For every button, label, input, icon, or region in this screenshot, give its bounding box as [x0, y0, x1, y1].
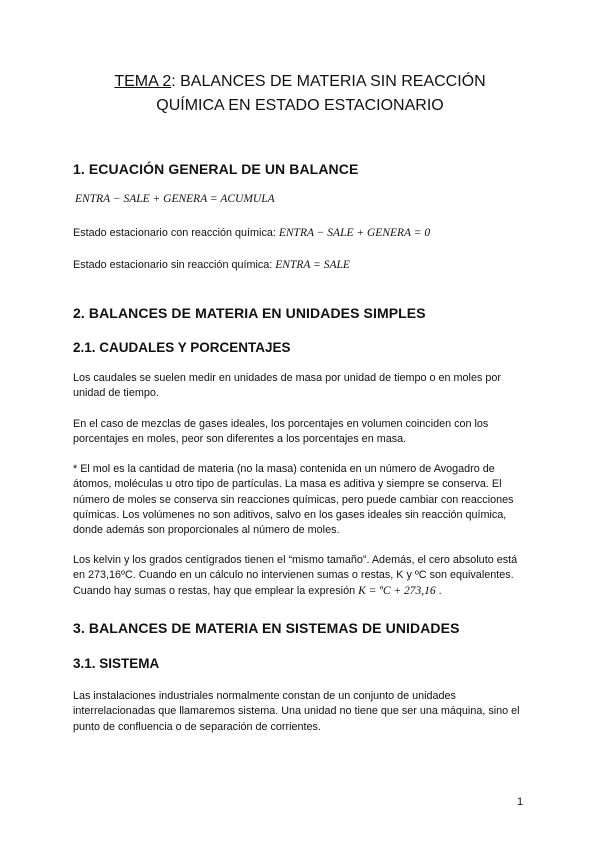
paragraph-system: Las instalaciones industriales normalmente constan de un conjunto de unidades interrelacionadas que llamaremos sistema. Una unidad no tiene que ser una máquina, sino el punto de confluencia o de separación de corrientes. [73, 690, 520, 733]
title-text-rest: : BALANCES DE MATERIA SIN REACCIÓN [171, 73, 486, 90]
without-reaction-equation: ENTRA = SALE [275, 259, 350, 271]
paragraph-mol-note: * El mol es la cantidad de materia (no la masa) contenida en un número de Avogadro de átomos, moléculas u otro tipo de partículas. La masa es aditiva y siempre se conserva. El número de moles se conserva sin reacciones químicas, pero puede cambiar con reacciones químicas. Los volúmenes no son aditivos, salvo en los gases ideales sin reacción química, donde además son proporcionales al número de moles. [73, 463, 514, 537]
temperature-text: Los kelvin y los grados centígrados tienen el “mismo tamaño”. Además, el cero absoluto está en 273,16ºC. Cuando en un cálculo no intervienen sumas o restas, K y ºC son equivalentes. Cuando hay sumas o restas, hay que emplear la expresión [73, 554, 518, 597]
section-2-1-heading: 2.1. CAUDALES Y PORCENTAJES [73, 340, 291, 355]
section-3-1-heading: 3.1. SISTEMA [73, 656, 160, 671]
page-number: 1 [517, 796, 524, 808]
document-title-line-1 [0, 70, 600, 94]
general-balance-equation: ENTRA − SALE + GENERA = ACUMULA [75, 193, 275, 205]
topic-label: TEMA 2 [114, 73, 172, 90]
section-2-heading: 2. BALANCES DE MATERIA EN UNIDADES SIMPLES [73, 305, 426, 321]
with-reaction-label: Estado estacionario con reacción química: [73, 227, 276, 239]
temperature-equation: K = ºC + 273,16 [358, 584, 436, 597]
section-3-heading: 3. BALANCES DE MATERIA EN SISTEMAS DE UNIDADES [73, 620, 460, 636]
with-reaction-equation: ENTRA − SALE + GENERA = 0 [278, 227, 431, 239]
steady-state-with-reaction [73, 226, 553, 241]
section-1-heading: 1. ECUACIÓN GENERAL DE UN BALANCE [73, 161, 359, 177]
document-title-line-2: QUÍMICA EN ESTADO ESTACIONARIO [156, 97, 444, 114]
temperature-end: . [438, 584, 442, 597]
paragraph-flow-rates: Los caudales se suelen medir en unidades de masa por unidad de tiempo o en moles por unidad de tiempo. [73, 372, 501, 400]
without-reaction-label: Estado estacionario sin reacción química: [73, 259, 273, 271]
paragraph-temperature [73, 553, 528, 599]
steady-state-without-reaction [73, 258, 553, 273]
paragraph-ideal-gases: En el caso de mezclas de gases ideales, los porcentajes en volumen coinciden con los porcentajes en moles, peor son diferentes a los porcentajes en masa. [73, 418, 489, 446]
